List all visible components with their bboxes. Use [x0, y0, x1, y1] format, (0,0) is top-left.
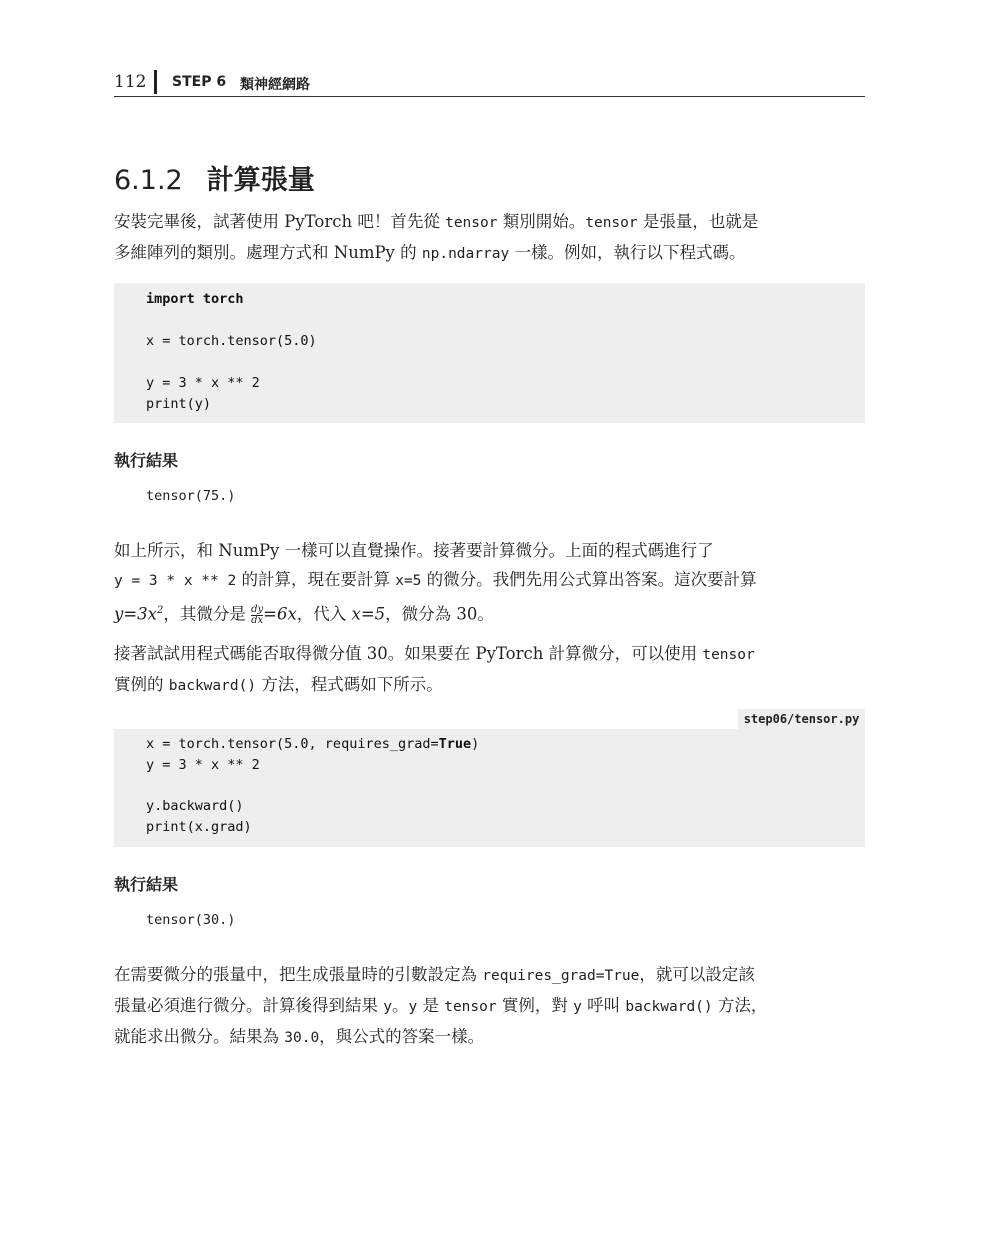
- code-line: y = 3 * x ** 2: [146, 375, 260, 391]
- result-output-2: tensor(30.): [146, 912, 236, 928]
- section-heading: [114, 158, 315, 197]
- result-output-1: tensor(75.): [146, 488, 236, 504]
- intro-paragraph: 安裝完畢後，試著使用 PyTorch 吧！首先從 tensor 類別開始。tensor 是張量，也就是 多維陣列的類別。處理方式和 NumPy 的 np.ndarray 一樣。例如，執行以下程式碼。: [114, 212, 759, 262]
- code-line: print(x.grad): [146, 819, 252, 835]
- page-header: [114, 70, 865, 97]
- paragraph-4: 在需要微分的張量中，把生成張量時的引數設定為 requires_grad=True，就可以設定該 張量必須進行微分。計算後得到結果 y。y 是 tensor 實例，對 y 呼叫 backward() 方法， 就能求出微分。結果為 30.0，與公式的答案一樣。: [114, 965, 768, 1046]
- code-filename-tab: step06/tensor.py: [738, 709, 865, 729]
- code-line: y = 3 * x ** 2: [146, 757, 260, 773]
- header-divider: [154, 70, 157, 94]
- section-number: 6.1.2: [114, 165, 183, 196]
- code-line: x = torch.tensor(5.0, requires_grad=True): [146, 736, 480, 752]
- page-number: 112: [114, 72, 147, 92]
- code-line: import torch: [146, 291, 244, 307]
- code-block-1: [114, 283, 865, 423]
- code-line: print(y): [146, 396, 212, 412]
- paragraph-3: 接著試試用程式碼能否取得微分值 30。如果要在 PyTorch 計算微分，可以使用 tensor 實例的 backward() 方法，程式碼如下所示。: [114, 644, 755, 694]
- step-label: STEP 6: [172, 74, 227, 90]
- result-label-2: 執行結果: [114, 875, 179, 894]
- result-label-1: 執行結果: [114, 451, 179, 470]
- paragraph-2: 如上所示，和 NumPy 一樣可以直覺操作。接著要計算微分。上面的程式碼進行了 y = 3 * x ** 2 的計算，現在要計算 x=5 的微分。我們先用公式算出答案。這次要計算 $y=3x^2$，其微分是 $\frac{dy}{dx}$ =6x，代入 x=5，微分為 30。: [114, 541, 757, 626]
- code-line: y.backward(): [146, 798, 244, 814]
- section-title: 計算張量: [206, 165, 315, 196]
- derivative-fraction: $\frac{dy}{dx}$: [251, 603, 264, 626]
- code-block-2: [114, 729, 865, 847]
- chapter-title: 類神經網路: [240, 77, 310, 93]
- code-line: x = torch.tensor(5.0): [146, 333, 317, 349]
